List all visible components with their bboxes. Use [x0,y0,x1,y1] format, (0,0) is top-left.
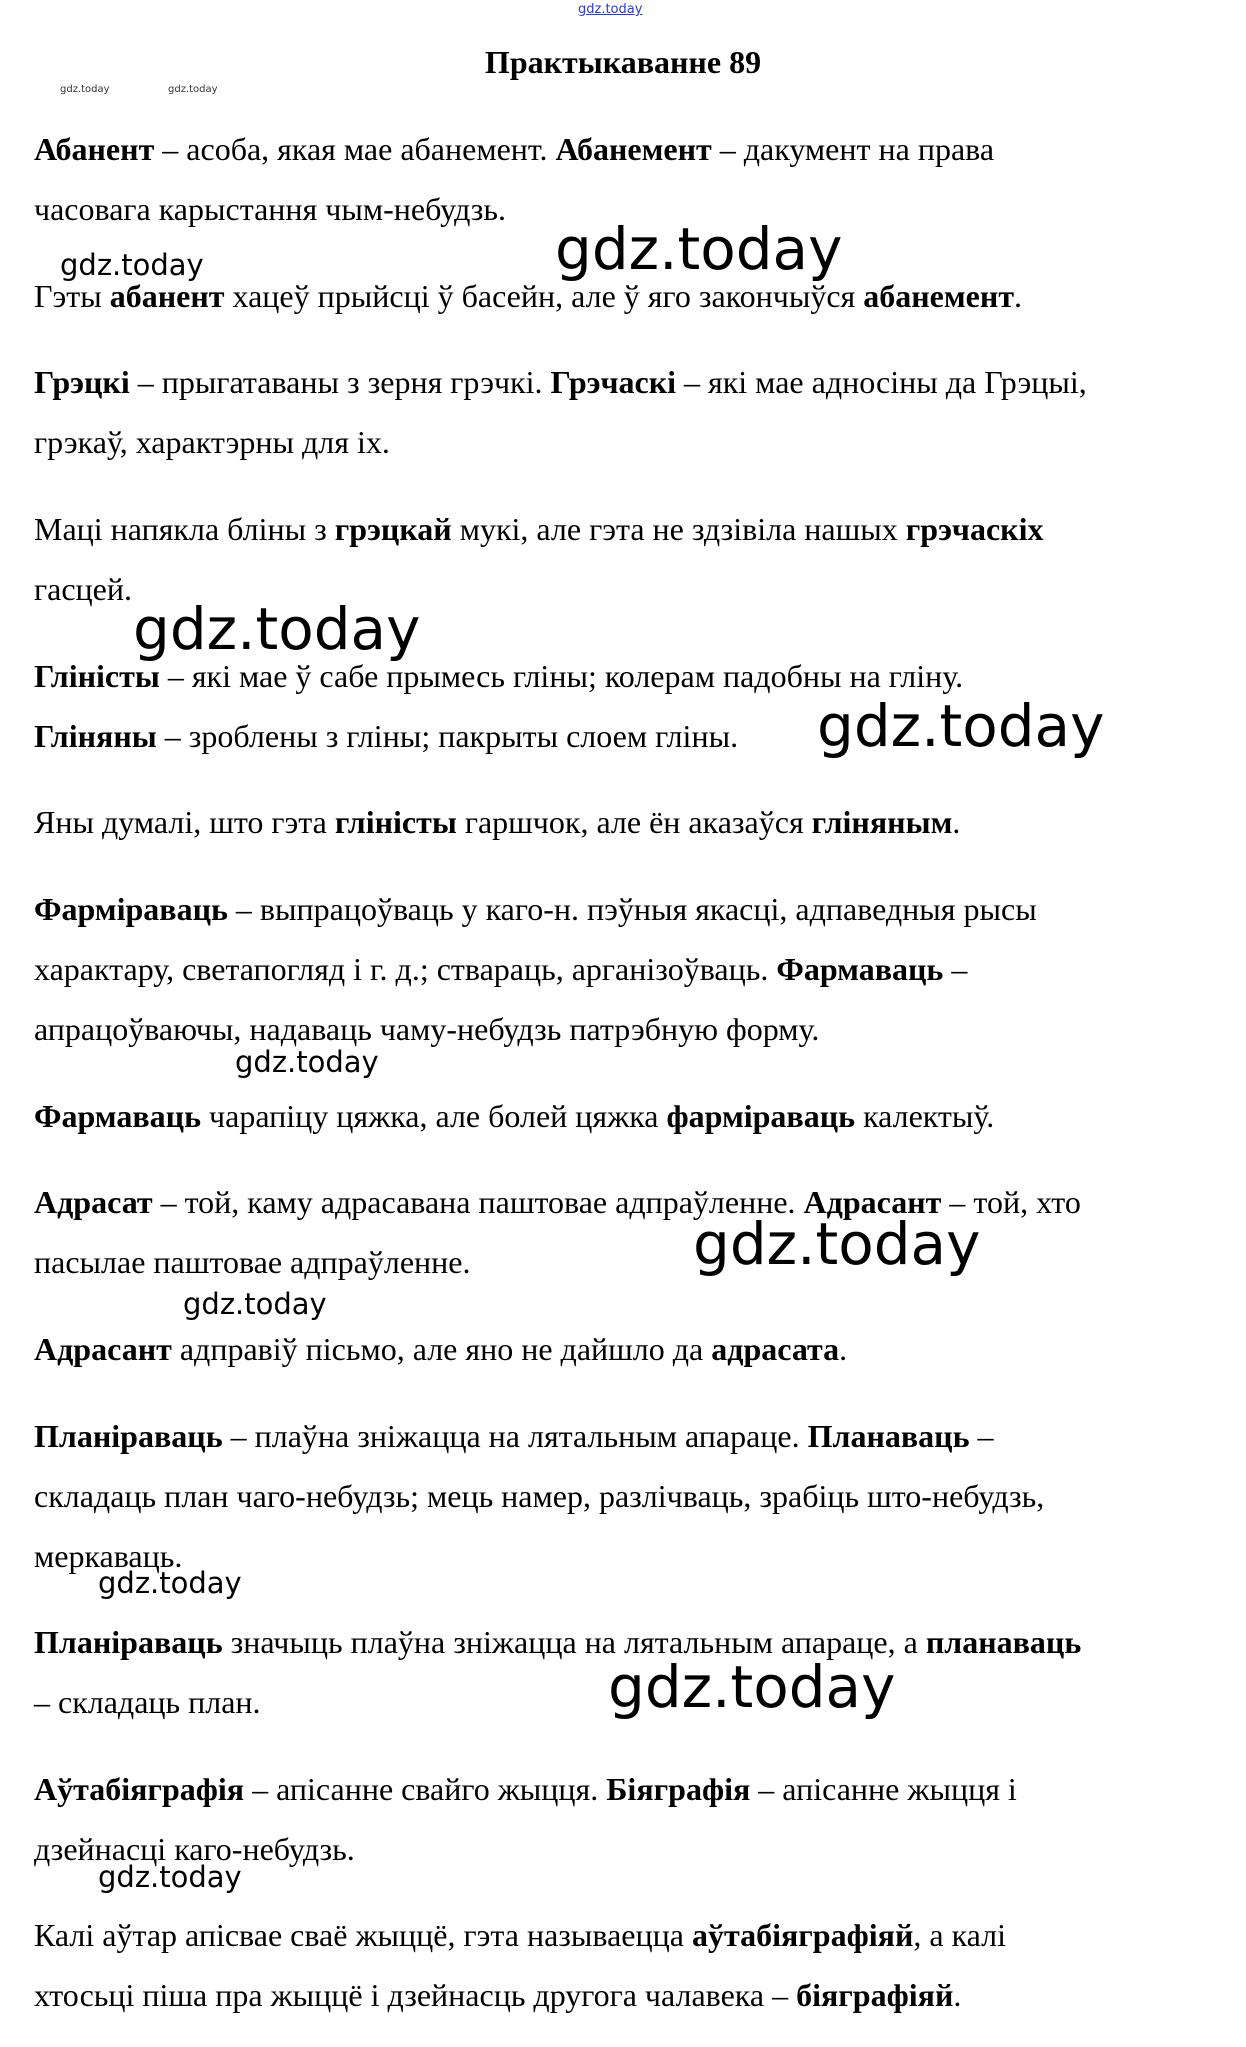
text-run: – [943,951,968,987]
text-line [34,1097,994,1135]
text-line [34,803,960,841]
term: Фармаваць [34,1098,202,1134]
text-run: адправіў пісьмо, але яно не дайшло да [171,1331,712,1367]
text-run: Яны думалі, што гэта [34,804,335,840]
text-line [34,950,967,988]
text-line [34,510,1043,548]
text-run: – які мае адносіны да Грэцыі, [676,364,1087,400]
text-run: меркаваць. [34,1538,183,1574]
text-run: – той, хто [941,1184,1081,1220]
text-run: Калі аўтар апісвае сваё жыццё, гэта называецца [34,1917,692,1953]
watermark: gdz.today [98,1860,242,1894]
term: Фарміраваць [34,891,228,927]
text-run: – дакумент на права [711,131,995,167]
text-line [34,1243,470,1281]
text-line [34,570,132,608]
text-run: Гэты [34,278,110,314]
watermark: gdz.today [133,595,421,663]
text-run: характару, светапогляд і г. д.; ствараць, арганізоўваць. [34,951,777,987]
text-line [34,1417,994,1455]
text-line [34,190,506,228]
text-line [34,1916,1006,1954]
text-run: – зроблены з гліны; пакрыты слоем гліны. [156,718,739,754]
term: Грэцкі [34,364,130,400]
top-watermark: gdz.today [578,2,643,17]
term: гліністы [334,804,457,840]
small-watermark: gdz.today [60,84,110,95]
text-run: . [839,1331,848,1367]
text-line [34,1683,261,1721]
text-run: – апісанне жыцця і [750,1771,1017,1807]
term: Планаваць [807,1418,970,1454]
text-run: . [952,804,961,840]
small-watermark: gdz.today [168,84,218,95]
term: Абанемент [555,131,712,167]
text-line [34,1330,847,1368]
text-line [34,1010,819,1048]
text-run: . [953,1977,962,2013]
term: Аўтабіяграфія [34,1771,245,1807]
text-line [34,890,1037,928]
text-run: – [969,1418,994,1454]
text-run: – плаўна зніжацца на лятальным апараце. [222,1418,808,1454]
watermark: gdz.today [693,1210,981,1278]
term: Біяграфія [606,1771,751,1807]
term: Гліняны [34,718,157,754]
term: Фармаваць [776,951,944,987]
text-line [34,1623,1081,1661]
term: аўтабіяграфіяй [691,1917,914,1953]
term: абанент [109,278,225,314]
text-line [34,1770,1017,1808]
term: грэчаскіх [905,511,1044,547]
watermark: gdz.today [60,248,204,282]
text-run: – складаць план. [34,1684,261,1720]
term: біяграфіяй [796,1977,954,2013]
text-run: значыць плаўна зніжацца на лятальным апараце, а [222,1624,926,1660]
text-run: чарапіцу цяжка, але болей цяжка [201,1098,667,1134]
text-line [34,423,390,461]
term: планаваць [925,1624,1082,1660]
text-line [34,130,994,168]
text-run: – выпрацоўваць у каго-н. пэўныя якасці, адпаведныя рысы [227,891,1037,927]
term: Адрасант [34,1331,172,1367]
text-run: калектыў. [855,1098,995,1134]
text-run: гасцей. [34,571,132,607]
text-run: – які мае ў сабе прымесь гліны; колерам падобны на гліну. [159,658,964,694]
term: Абанент [34,131,155,167]
text-run: грэкаў, характэрны для іх. [34,424,390,460]
text-line [34,363,1087,401]
term: Грэчаскі [550,364,677,400]
text-run: . [1014,278,1023,314]
watermark: gdz.today [817,692,1105,760]
term: абанемент [863,278,1015,314]
term: фарміраваць [666,1098,856,1134]
text-run: – прыгатаваны з зерня грэчкі. [129,364,551,400]
watermark: gdz.today [555,215,843,283]
text-run: пасылае паштовае адпраўленне. [34,1244,471,1280]
text-run: Маці напякла бліны з [34,511,335,547]
term: адрасата [711,1331,840,1367]
text-line [34,1477,1044,1515]
text-run: – асоба, якая мае абанемент. [154,131,556,167]
text-run: – той, каму адрасавана паштовае адпраўленне. [152,1184,804,1220]
watermark: gdz.today [98,1566,242,1600]
term: Гліністы [34,658,160,694]
text-line [34,717,738,755]
text-run: хацеў прыйсці ў басейн, але ў яго закончыўся [224,278,864,314]
term: гліняным [811,804,953,840]
text-line [34,1976,961,2014]
term: Планіраваць [34,1624,223,1660]
term: Адрасат [34,1184,153,1220]
watermark: gdz.today [183,1287,327,1321]
term: Адрасант [803,1184,942,1220]
text-run: апрацоўваючы, надаваць чаму-небудзь патрэбную форму. [34,1011,820,1047]
page-title: Практыкаванне 89 [484,44,762,80]
text-run: дзейнасці каго-небудзь. [34,1831,355,1867]
text-run: , а калі [913,1917,1006,1953]
term: грэцкай [334,511,452,547]
watermark: gdz.today [608,1653,896,1721]
text-run: часовага карыстання чым-небудзь. [34,191,507,227]
text-run: складаць план чаго-небудзь; мець намер, разлічваць, зрабіць што-небудзь, [34,1478,1045,1514]
term: Планіраваць [34,1418,223,1454]
text-run: – апісанне свайго жыцця. [244,1771,607,1807]
text-run: мукі, але гэта не здзівіла нашых [451,511,906,547]
text-line [34,277,1022,315]
text-run: хтосьці піша пра жыццё і дзейнасць другога чалавека – [34,1977,797,2013]
text-run: гаршчок, але ён аказаўся [456,804,812,840]
watermark: gdz.today [235,1045,379,1079]
